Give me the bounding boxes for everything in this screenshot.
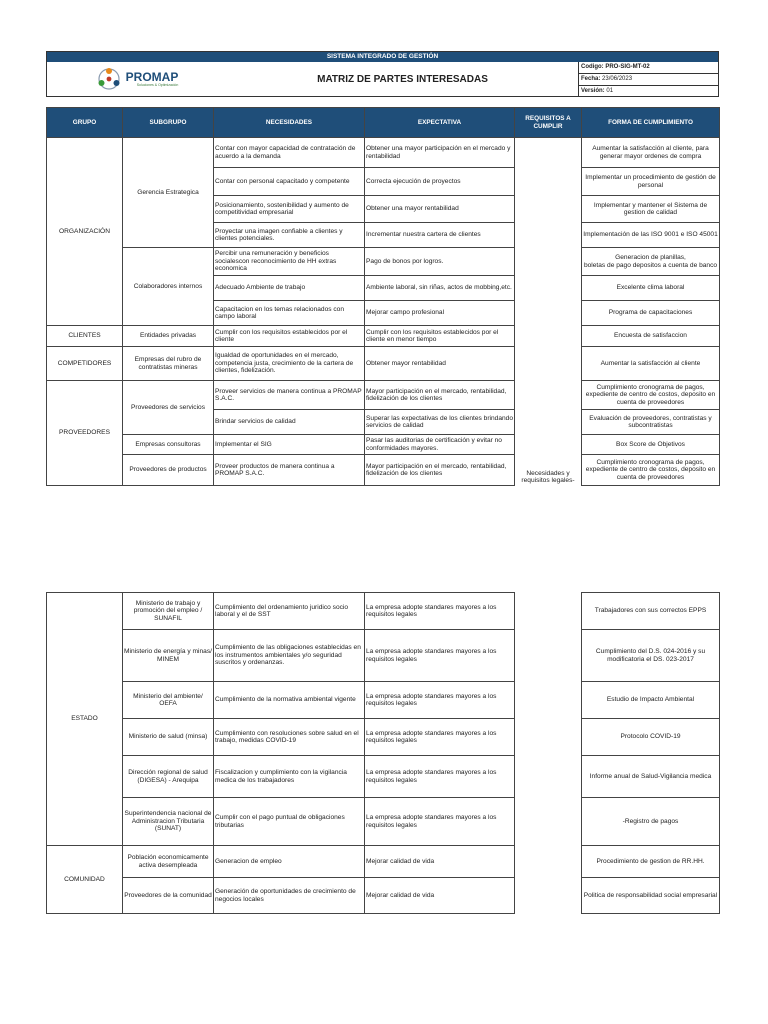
- table-cell: Cumplimiento con resoluciones sobre salud en el trabajo, medidas COVID-19: [214, 719, 365, 756]
- table-cell: Correcta ejecución de proyectos: [365, 168, 515, 196]
- table-row: [47, 878, 720, 914]
- table-cell: Cumplir con los requisitos establecidos por el cliente en menor tiempo: [365, 326, 515, 347]
- table-cell: Estudio de Impacto Ambiental: [582, 682, 720, 719]
- table-cell: Implementación de las ISO 9001 e ISO 45001: [582, 223, 720, 248]
- subgroup-cell: Dirección regional de salud (DIGESA) - Arequipa: [123, 756, 214, 798]
- table-row: [47, 326, 720, 347]
- table-cell: La empresa adopte standares mayores a los requisitos legales: [365, 593, 515, 630]
- table-cell: Contar con mayor capacidad de contratación de acuerdo a la demanda: [214, 138, 365, 168]
- subgroup-cell: Proveedores de servicios: [123, 381, 214, 435]
- table-cell: Generacion de empleo: [214, 846, 365, 878]
- table-cell: Obtener una mayor participación en el mercado y rentabilidad: [365, 138, 515, 168]
- table-cell: Proveer productos de manera continua a PROMAP S.A.C.: [214, 455, 365, 486]
- table-row: [47, 593, 720, 630]
- table-cell: Encuesta de satisfaccion: [582, 326, 720, 347]
- col-grupo: GRUPO: [47, 108, 123, 138]
- table-cell: La empresa adopte standares mayores a los requisitos legales: [365, 682, 515, 719]
- system-band: SISTEMA INTEGRADO DE GESTIÓN: [47, 52, 718, 62]
- table-row: [47, 248, 720, 276]
- subgroup-cell: Ministerio del ambiente/ OEFA: [123, 682, 214, 719]
- group-cell: COMPETIDORES: [47, 347, 123, 381]
- table-cell: Cumplimiento cronograma de pagos, expediente de centro de costos, deposito en cuenta de proveedores: [582, 455, 720, 486]
- table-header-row: [47, 108, 720, 138]
- table-cell: Procedimiento de gestion de RR.HH.: [582, 846, 720, 878]
- table-row: [47, 846, 720, 878]
- table-cell: La empresa adopte standares mayores a los requisitos legales: [365, 756, 515, 798]
- table-cell: Mejorar calidad de vida: [365, 878, 515, 914]
- col-necesidades: NECESIDADES: [214, 108, 365, 138]
- table-row: [47, 798, 720, 846]
- col-subgrupo: SUBGRUPO: [123, 108, 214, 138]
- table-cell: Mayor participación en el mercado, rentabilidad, fidelización de los clientes: [365, 381, 515, 410]
- group-cell: CLIENTES: [47, 326, 123, 347]
- logo-tagline: Soluciones & Optimización: [136, 83, 179, 87]
- table-cell: La empresa adopte standares mayores a los requisitos legales: [365, 719, 515, 756]
- col-expectativa: EXPECTATIVA: [365, 108, 515, 138]
- table-cell: Implementar el SIG: [214, 435, 365, 455]
- table-cell: Trabajadores con sus correctos EPPS: [582, 593, 720, 630]
- table-cell: -Registro de pagos: [582, 798, 720, 846]
- table-cell: Igualdad de oportunidades en el mercado, competencia justa, crecimiento de la cartera de clientes, fidelización.: [214, 347, 365, 381]
- group-cell: ORGANIZACIÓN: [47, 138, 123, 326]
- table-row: [47, 682, 720, 719]
- table-row: [47, 435, 720, 455]
- table-cell: Proveer servicios de manera continua a PROMAP S.A.C.: [214, 381, 365, 410]
- table-cell: Excelente clima laboral: [582, 276, 720, 301]
- subgroup-cell: Población economicamente activa desempleada: [123, 846, 214, 878]
- table-cell: Percibir una remuneración y beneficios socialescon reconocimiento de HH extras economica: [214, 248, 365, 276]
- subgroup-cell: Proveedores de la comunidad: [123, 878, 214, 914]
- table-cell: Pago de bonos por logros.: [365, 248, 515, 276]
- table-cell: Superar las expectativas de los clientes brindando servicios de calidad: [365, 410, 515, 435]
- table-cell: Box Score de Objetivos: [582, 435, 720, 455]
- table-cell: Mejorar campo profesional: [365, 301, 515, 326]
- code-row: Codigo: PRO-SIG-MT-02: [579, 62, 718, 74]
- table-cell: Implementar y mantener el Sistema de gestion de calidad: [582, 196, 720, 223]
- table-cell: Generación de oportunidades de crecimiento de negocios locales: [214, 878, 365, 914]
- table-cell: La empresa adopte standares mayores a los requisitos legales: [365, 630, 515, 682]
- date-row: Fecha: 23/06/2023: [579, 74, 718, 86]
- table-cell: Politica de responsabilidad social empresarial: [582, 878, 720, 914]
- table-cell: Implementar un procedimiento de gestión de personal: [582, 168, 720, 196]
- table-row: [47, 347, 720, 381]
- col-requisitos: REQUISITOS A CUMPLIR: [515, 108, 582, 138]
- subgroup-cell: Proveedores de productos: [123, 455, 214, 486]
- table-cell: Aumentar la satisfacción al cliente, para generar mayor ordenes de compra: [582, 138, 720, 168]
- subgroup-cell: Ministerio de energía y minas/ MINEM: [123, 630, 214, 682]
- table-cell: Cumplir con los requisitos establecidos por el cliente: [214, 326, 365, 347]
- table-cell: La empresa adopte standares mayores a los requisitos legales: [365, 798, 515, 846]
- table-cell: Protocolo COVID-19: [582, 719, 720, 756]
- stakeholder-matrix-table-continued: [46, 592, 720, 914]
- group-cell: ESTADO: [47, 593, 123, 846]
- subgroup-cell: Ministerio de salud (minsa): [123, 719, 214, 756]
- table-cell: Contar con personal capacitado y competente: [214, 168, 365, 196]
- subgroup-cell: Empresas del rubro de contratistas mineras: [123, 347, 214, 381]
- table-cell: Pasar las auditorias de certificación y evitar no conformidades mayores.: [365, 435, 515, 455]
- table-row: [47, 719, 720, 756]
- table-cell: Mayor participación en el mercado, rentabilidad, fidelización de los clientes: [365, 455, 515, 486]
- table-cell: Capacitacion en los temas relacionados con campo laboral: [214, 301, 365, 326]
- table-cell: Mejorar calidad de vida: [365, 846, 515, 878]
- table-cell: Programa de capacitaciones: [582, 301, 720, 326]
- table-cell: Incrementar nuestra cartera de clientes: [365, 223, 515, 248]
- table-row: [47, 455, 720, 486]
- logo-mark-icon: [96, 66, 122, 92]
- table-cell: Brindar servicios de calidad: [214, 410, 365, 435]
- table-cell: Obtener mayor rentabilidad: [365, 347, 515, 381]
- group-cell: COMUNIDAD: [47, 846, 123, 914]
- subgroup-cell: Entidades privadas: [123, 326, 214, 347]
- table-row: [47, 630, 720, 682]
- table-cell: Informe anual de Salud-Vigilancia medica: [582, 756, 720, 798]
- subgroup-cell: Empresas consultoras: [123, 435, 214, 455]
- table-cell: Adecuado Ambiente de trabajo: [214, 276, 365, 301]
- table-row: [47, 756, 720, 798]
- subgroup-cell: Colaboradores internos: [123, 248, 214, 326]
- table-cell: Cumplimiento de la normativa ambiental vigente: [214, 682, 365, 719]
- table-cell: Aumentar la satisfacción al cliente: [582, 347, 720, 381]
- requisitos-cell: [515, 593, 582, 914]
- subgroup-cell: Superintendencia nacional de Administracion Tributaria (SUNAT): [123, 798, 214, 846]
- logo-name: PROMAP: [125, 70, 179, 84]
- version-row: Versión: 01: [581, 88, 614, 94]
- document-meta: [578, 62, 718, 96]
- table-cell: Cumplimiento de las obligaciones establecidas en los instrumentos ambientales y/o seguridad suscritos y ordenanzas.: [214, 630, 365, 682]
- table-cell: Obtener una mayor rentabilidad: [365, 196, 515, 223]
- col-forma: FORMA DE CUMPLIMIENTO: [582, 108, 720, 138]
- group-cell: PROVEEDORES: [47, 381, 123, 486]
- document-title: MATRIZ DE PARTES INTERESADAS: [317, 73, 488, 85]
- table-row: [47, 138, 720, 168]
- stakeholder-matrix-table: [46, 107, 720, 486]
- table-cell: Posicionamiento, sostenibilidad y aumento de competitividad empresarial: [214, 196, 365, 223]
- table-cell: Fiscalizacion y cumplimiento con la vigilancia medica de los trabajadores: [214, 756, 365, 798]
- table-cell: Cumplimiento cronograma de pagos, expediente de centro de costos, deposito en cuenta de proveedores: [582, 381, 720, 410]
- table-row: [47, 381, 720, 410]
- company-logo: [47, 62, 227, 96]
- table-cell: Proyectar una imagen confiable a clientes y clientes potenciales.: [214, 223, 365, 248]
- table-cell: Evaluación de proveedores, contratistas y subcontratistas: [582, 410, 720, 435]
- table-cell: Ambiente laboral, sin riñas, actos de mobbing,etc.: [365, 276, 515, 301]
- table-cell: Cumplimiento del D.S. 024-2016 y su modificatoria el DS. 023-2017: [582, 630, 720, 682]
- subgroup-cell: Gerencia Estrategica: [123, 138, 214, 248]
- table-cell: Cumplimiento del ordenamiento juridico socio laboral y el de SST: [214, 593, 365, 630]
- requisitos-cell: Necesidades y requisitos legales-: [515, 138, 582, 486]
- subgroup-cell: Ministerio de trabajo y promoción del empleo / SUNAFIL: [123, 593, 214, 630]
- table-cell: Cumplir con el pago puntual de obligaciones tributarias: [214, 798, 365, 846]
- table-cell: Generacion de planillas, boletas de pago depositos a cuenta de banco: [582, 248, 720, 276]
- document-header: [46, 51, 719, 97]
